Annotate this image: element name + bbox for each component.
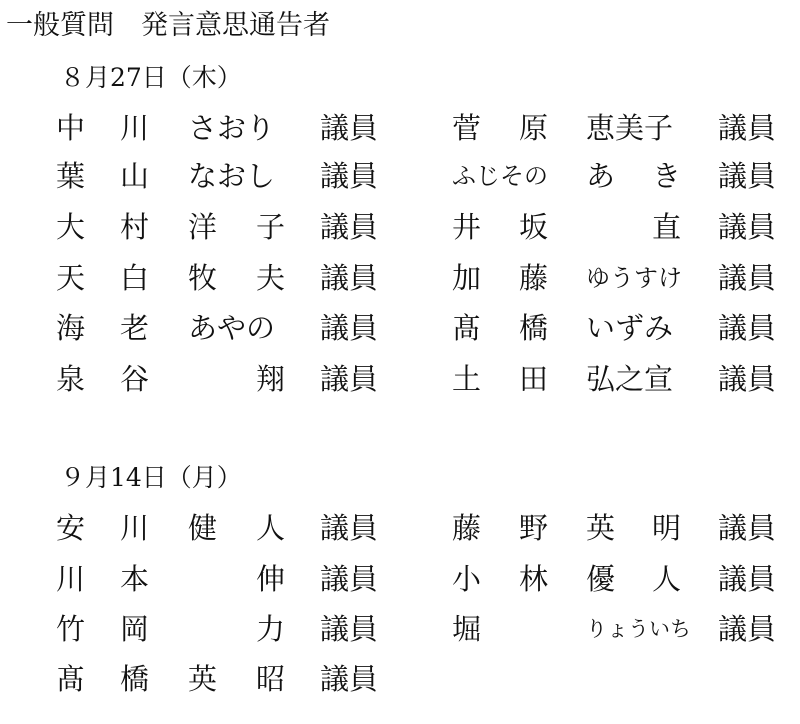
name-char: 藤 bbox=[452, 511, 482, 545]
name-char: 橋 bbox=[519, 311, 549, 345]
name-char: 橋 bbox=[120, 662, 150, 696]
name-char: 川 bbox=[120, 111, 150, 145]
name-char: 明 bbox=[652, 511, 682, 545]
name-char: 牧 bbox=[188, 261, 218, 295]
title-label: 議員 bbox=[320, 612, 379, 646]
name-char: 谷 bbox=[120, 362, 150, 396]
name-char: 坂 bbox=[519, 210, 549, 244]
name-char: ふじその bbox=[452, 162, 548, 190]
name-char: 林 bbox=[519, 562, 549, 596]
name-char: 野 bbox=[519, 511, 549, 545]
member-row bbox=[0, 506, 800, 554]
title-label: 議員 bbox=[718, 612, 777, 646]
name-char: 力 bbox=[256, 612, 286, 646]
name-char: 英 bbox=[188, 662, 218, 696]
name-char: 本 bbox=[120, 562, 150, 596]
name-char: 葉 bbox=[56, 159, 86, 193]
name-char: 弘之宣 bbox=[586, 362, 674, 396]
name-char: 川 bbox=[56, 562, 86, 596]
name-char: 安 bbox=[56, 511, 86, 545]
section-date: ９月14日（月） bbox=[60, 463, 242, 492]
title-label: 議員 bbox=[320, 662, 379, 696]
name-char: 田 bbox=[519, 362, 549, 396]
name-char: 翔 bbox=[256, 362, 286, 396]
name-char: 優 bbox=[586, 562, 616, 596]
title-label: 議員 bbox=[718, 261, 777, 295]
member-row bbox=[0, 256, 800, 304]
name-char: なおし bbox=[188, 159, 276, 193]
title-label: 議員 bbox=[320, 159, 379, 193]
name-char: 直 bbox=[652, 210, 682, 244]
name-char: 人 bbox=[652, 562, 682, 596]
name-char: 白 bbox=[120, 261, 150, 295]
title-label: 議員 bbox=[320, 111, 379, 145]
title-label: 議員 bbox=[320, 210, 379, 244]
name-char: 藤 bbox=[519, 261, 549, 295]
title-label: 議員 bbox=[320, 511, 379, 545]
name-char: 健 bbox=[188, 511, 218, 545]
title-label: 議員 bbox=[320, 562, 379, 596]
title-label: 議員 bbox=[320, 261, 379, 295]
title-label: 議員 bbox=[718, 562, 777, 596]
page-title: 一般質問 発言意思通告者 bbox=[6, 10, 330, 41]
member-row bbox=[0, 557, 800, 605]
name-char: 英 bbox=[586, 511, 616, 545]
name-char: 井 bbox=[452, 210, 482, 244]
member-row bbox=[0, 306, 800, 354]
name-char: 天 bbox=[56, 261, 86, 295]
name-char: いずみ bbox=[586, 311, 674, 345]
name-char: さおり bbox=[188, 111, 276, 145]
title-label: 議員 bbox=[718, 362, 777, 396]
name-char: 岡 bbox=[120, 612, 150, 646]
name-char: 人 bbox=[256, 511, 286, 545]
title-label: 議員 bbox=[718, 159, 777, 193]
member-row bbox=[0, 154, 800, 202]
title-label: 議員 bbox=[718, 511, 777, 545]
name-char: 村 bbox=[120, 210, 150, 244]
section-date: ８月27日（木） bbox=[60, 63, 242, 92]
name-char: 海 bbox=[56, 311, 86, 345]
name-char: 泉 bbox=[56, 362, 86, 396]
name-char: 原 bbox=[519, 111, 549, 145]
name-char: 老 bbox=[120, 311, 150, 345]
name-char: りょういち bbox=[586, 617, 691, 641]
name-char: 昭 bbox=[256, 662, 286, 696]
name-char: 伸 bbox=[256, 562, 286, 596]
member-row bbox=[0, 106, 800, 154]
title-label: 議員 bbox=[718, 111, 777, 145]
title-label: 議員 bbox=[320, 311, 379, 345]
name-char: あ bbox=[586, 159, 616, 193]
title-label: 議員 bbox=[718, 210, 777, 244]
name-char: 夫 bbox=[256, 261, 286, 295]
name-char: 菅 bbox=[452, 111, 482, 145]
name-char: 髙 bbox=[452, 311, 482, 345]
member-row bbox=[0, 657, 800, 705]
name-char: き bbox=[652, 159, 682, 193]
name-char: 子 bbox=[256, 210, 286, 244]
name-char: 堀 bbox=[452, 612, 482, 646]
name-char: ゆうすけ bbox=[586, 264, 682, 292]
name-char: 中 bbox=[56, 111, 86, 145]
member-row bbox=[0, 607, 800, 655]
name-char: 竹 bbox=[56, 612, 86, 646]
title-label: 議員 bbox=[718, 311, 777, 345]
title-label: 議員 bbox=[320, 362, 379, 396]
name-char: 加 bbox=[452, 261, 482, 295]
name-char: 髙 bbox=[56, 662, 86, 696]
name-char: 恵美子 bbox=[586, 111, 674, 145]
name-char: 大 bbox=[56, 210, 86, 244]
name-char: 土 bbox=[452, 362, 482, 396]
member-row bbox=[0, 205, 800, 253]
name-char: 川 bbox=[120, 511, 150, 545]
name-char: 小 bbox=[452, 562, 482, 596]
name-char: あやの bbox=[188, 311, 276, 345]
name-char: 山 bbox=[120, 159, 150, 193]
name-char: 洋 bbox=[188, 210, 218, 244]
member-row bbox=[0, 357, 800, 405]
